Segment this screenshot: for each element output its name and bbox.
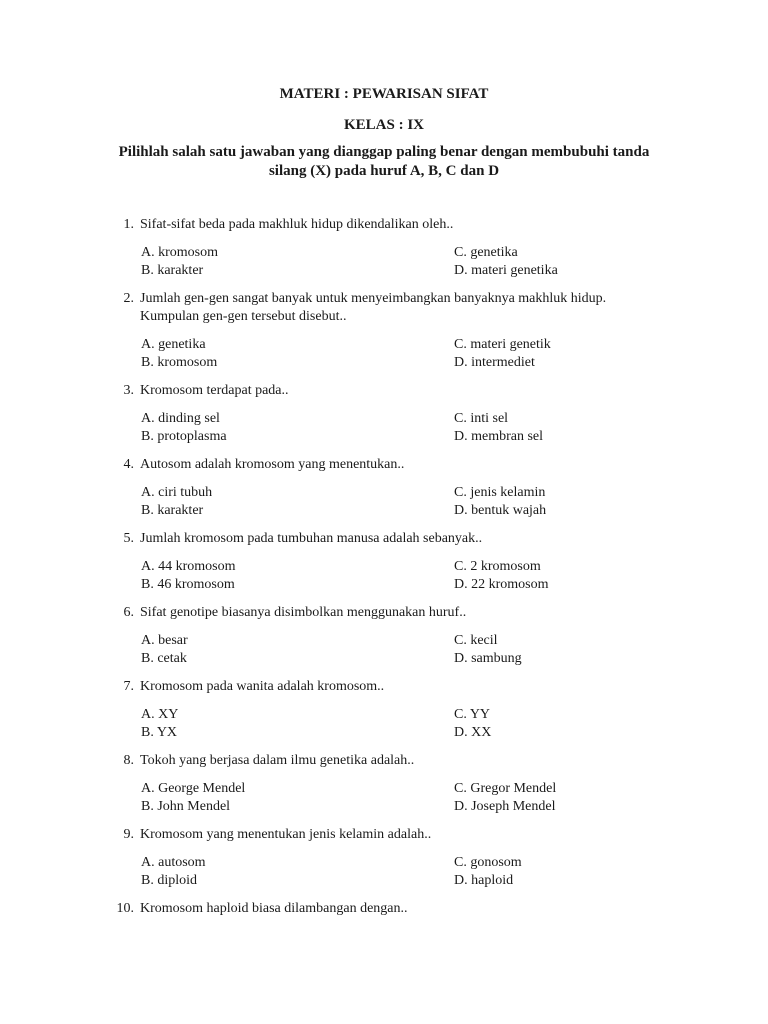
option-c: C. YY [454, 707, 491, 722]
question-number: 2. [123, 291, 134, 306]
option-b: B. diploid [141, 873, 198, 888]
option-a: A. autosom [141, 855, 206, 870]
question-number: 5. [123, 531, 134, 546]
question-6 [0, 604, 768, 678]
question-text: Kromosom pada wanita adalah kromosom.. [140, 679, 385, 694]
option-b: B. cetak [141, 651, 187, 666]
question-text: Jumlah kromosom pada tumbuhan manusa adalah sebanyak.. [140, 531, 483, 546]
question-text: Jumlah gen-gen sangat banyak untuk menyeimbangkan banyaknya makhluk hidup. Kumpulan gen-gen tersebut disebut.. [140, 291, 607, 324]
option-a: A. kromosom [141, 245, 218, 260]
option-b: B. John Mendel [141, 799, 231, 814]
option-a: A. 44 kromosom [141, 559, 236, 574]
question-3 [0, 382, 768, 456]
question-7 [0, 678, 768, 752]
option-b: B. karakter [141, 503, 204, 518]
option-a: A. ciri tubuh [141, 485, 213, 500]
question-list [0, 216, 768, 918]
question-text: Kromosom haploid biasa dilambangan dengan.. [140, 901, 408, 916]
option-a: A. George Mendel [141, 781, 246, 796]
question-number: 4. [123, 457, 134, 472]
question-8 [0, 752, 768, 826]
option-d: D. Joseph Mendel [454, 799, 556, 814]
question-number: 1. [123, 217, 134, 232]
option-b: B. YX [141, 725, 178, 740]
option-d: D. XX [454, 725, 492, 740]
question-text: Sifat genotipe biasanya disimbolkan menggunakan huruf.. [140, 605, 467, 620]
option-d: D. 22 kromosom [454, 577, 549, 592]
option-b: B. karakter [141, 263, 204, 278]
option-c: C. Gregor Mendel [454, 781, 557, 796]
question-text: Autosom adalah kromosom yang menentukan.. [140, 457, 405, 472]
option-c: C. inti sel [454, 411, 509, 426]
option-c: C. kecil [454, 633, 498, 648]
option-c: C. genetika [454, 245, 518, 260]
option-b: B. protoplasma [141, 429, 227, 444]
question-10 [0, 900, 768, 918]
option-d: D. intermediet [454, 355, 535, 370]
instructions: Pilihlah salah satu jawaban yang dianggap paling benar dengan membubuhi tanda silang (X) pada huruf A, B, C dan D [118, 144, 650, 179]
option-b: B. kromosom [141, 355, 218, 370]
option-c: C. materi genetik [454, 337, 551, 352]
option-a: A. XY [141, 707, 179, 722]
option-c: C. 2 kromosom [454, 559, 541, 574]
question-number: 6. [123, 605, 134, 620]
question-text: Kromosom yang menentukan jenis kelamin adalah.. [140, 827, 432, 842]
document-title: MATERI : PEWARISAN SIFAT [279, 86, 489, 102]
question-2 [0, 290, 768, 382]
question-text: Tokoh yang berjasa dalam ilmu genetika adalah.. [140, 753, 415, 768]
question-1 [0, 216, 768, 290]
question-9 [0, 826, 768, 900]
question-number: 10. [116, 901, 134, 916]
question-text: Sifat-sifat beda pada makhluk hidup dikendalikan oleh.. [140, 217, 454, 232]
option-d: D. sambung [454, 651, 522, 666]
question-number: 7. [123, 679, 134, 694]
option-d: D. membran sel [454, 429, 544, 444]
option-c: C. jenis kelamin [454, 485, 546, 500]
question-text: Kromosom terdapat pada.. [140, 383, 289, 398]
class-label: KELAS : IX [343, 117, 425, 133]
option-d: D. bentuk wajah [454, 503, 547, 518]
option-a: A. dinding sel [141, 411, 220, 426]
option-a: A. besar [141, 633, 188, 648]
option-d: D. haploid [454, 873, 514, 888]
option-c: C. gonosom [454, 855, 522, 870]
option-d: D. materi genetika [454, 263, 558, 278]
question-number: 9. [123, 827, 134, 842]
question-5 [0, 530, 768, 604]
question-number: 8. [123, 753, 134, 768]
question-number: 3. [123, 383, 134, 398]
question-4 [0, 456, 768, 530]
option-a: A. genetika [141, 337, 206, 352]
option-b: B. 46 kromosom [141, 577, 235, 592]
